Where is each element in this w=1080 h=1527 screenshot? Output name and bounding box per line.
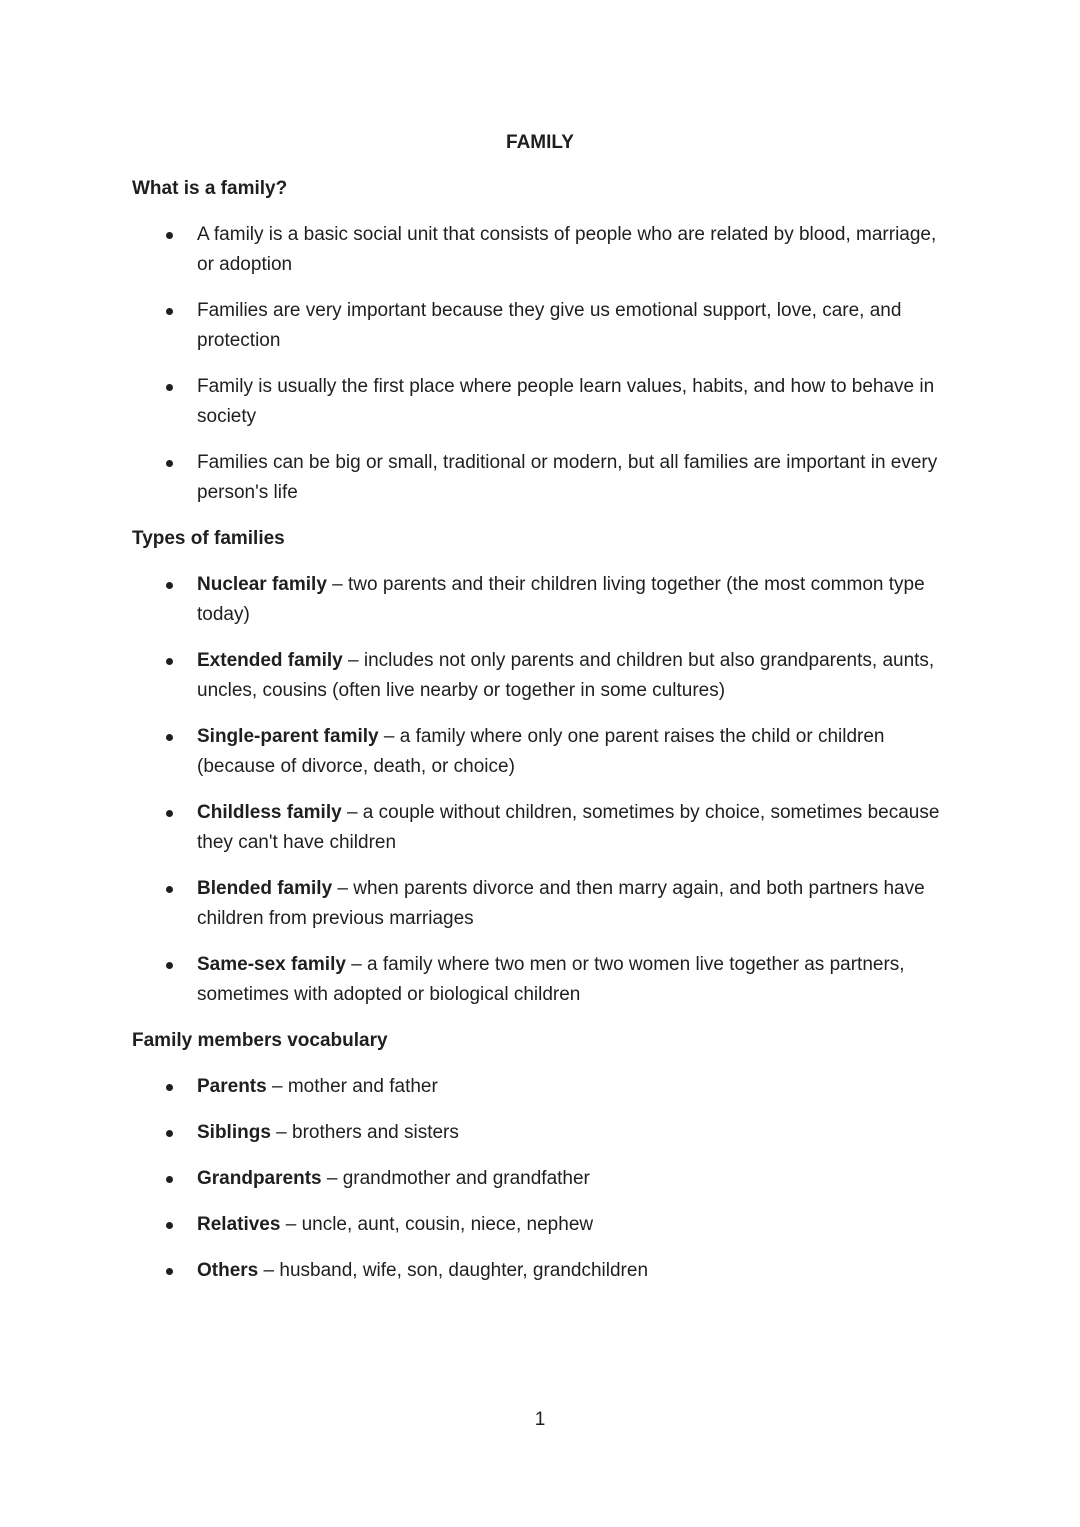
list-item: Grandparents – grandmother and grandfather bbox=[132, 1164, 948, 1194]
section-heading-types-of-families: Types of families bbox=[132, 528, 285, 549]
bullet-icon bbox=[166, 810, 173, 817]
list-item: Childless family – a couple without children, sometimes by choice, sometimes because they can't have children bbox=[132, 798, 948, 858]
bullet-icon bbox=[166, 734, 173, 741]
bullet-icon bbox=[166, 1176, 173, 1183]
section-list-types-of-families bbox=[132, 570, 948, 1010]
list-item: Siblings – brothers and sisters bbox=[132, 1118, 948, 1148]
list-item-text: – a family where two men or two women live together as partners, sometimes with adopted or biological children bbox=[197, 954, 905, 1005]
list-item: Others – husband, wife, son, daughter, grandchildren bbox=[132, 1256, 948, 1286]
bullet-icon bbox=[166, 658, 173, 665]
list-item: Same-sex family – a family where two men or two women live together as partners, sometimes with adopted or biological children bbox=[132, 950, 948, 1010]
bullet-icon bbox=[166, 582, 173, 589]
list-item-text: – grandmother and grandfather bbox=[321, 1168, 590, 1189]
list-item: Relatives – uncle, aunt, cousin, niece, nephew bbox=[132, 1210, 948, 1240]
list-item-text: Families are very important because they give us emotional support, love, care, and protection bbox=[197, 300, 902, 351]
list-item: Nuclear family – two parents and their children living together (the most common type today) bbox=[132, 570, 948, 630]
list-item-text: – two parents and their children living together (the most common type today) bbox=[197, 574, 925, 625]
bullet-icon bbox=[166, 384, 173, 391]
list-item bbox=[132, 220, 948, 280]
bullet-icon bbox=[166, 460, 173, 467]
list-item: Extended family – includes not only parents and children but also grandparents, aunts, uncles, cousins (often live nearby or together in some cultures) bbox=[132, 646, 948, 706]
list-item-text: – when parents divorce and then marry again, and both partners have children from previous marriages bbox=[197, 878, 925, 929]
bullet-icon bbox=[166, 1222, 173, 1229]
bullet-icon bbox=[166, 1130, 173, 1137]
list-item: Blended family – when parents divorce and then marry again, and both partners have children from previous marriages bbox=[132, 874, 948, 934]
list-item bbox=[132, 296, 948, 356]
bullet-icon bbox=[166, 1268, 173, 1275]
bullet-icon bbox=[166, 1084, 173, 1091]
list-item-text: – includes not only parents and children but also grandparents, aunts, uncles, cousins (often live nearby or together in some cultures) bbox=[197, 650, 935, 701]
bullet-icon bbox=[166, 962, 173, 969]
section-list-what-is-a-family bbox=[132, 220, 948, 508]
section-heading-what-is-a-family: What is a family? bbox=[132, 178, 288, 199]
list-item: Parents – mother and father bbox=[132, 1072, 948, 1102]
list-item-text: – a family where only one parent raises the child or children (because of divorce, death, or choice) bbox=[197, 726, 885, 777]
list-item-text: A family is a basic social unit that consists of people who are related by blood, marriage, or adoption bbox=[197, 224, 937, 275]
list-item-text: – uncle, aunt, cousin, niece, nephew bbox=[280, 1214, 594, 1235]
list-item-text: Families can be big or small, traditional or modern, but all families are important in every person's life bbox=[197, 452, 938, 503]
document-title: FAMILY bbox=[506, 132, 574, 153]
list-item-text: Family is usually the first place where people learn values, habits, and how to behave in society bbox=[197, 376, 935, 427]
list-item-text: – a couple without children, sometimes by choice, sometimes because they can't have children bbox=[197, 802, 940, 853]
list-item bbox=[132, 372, 948, 432]
list-item: Single-parent family – a family where only one parent raises the child or children (because of divorce, death, or choice) bbox=[132, 722, 948, 782]
section-list-family-members-vocabulary bbox=[132, 1072, 948, 1286]
page-number: 1 bbox=[534, 1409, 546, 1430]
bullet-icon bbox=[166, 886, 173, 893]
list-item bbox=[132, 448, 948, 508]
list-item-text: – husband, wife, son, daughter, grandchildren bbox=[258, 1260, 649, 1281]
list-item-text: – brothers and sisters bbox=[270, 1122, 459, 1143]
section-heading-family-members-vocabulary: Family members vocabulary bbox=[132, 1030, 388, 1051]
bullet-icon bbox=[166, 232, 173, 239]
bullet-icon bbox=[166, 308, 173, 315]
list-item-text: – mother and father bbox=[266, 1076, 438, 1097]
